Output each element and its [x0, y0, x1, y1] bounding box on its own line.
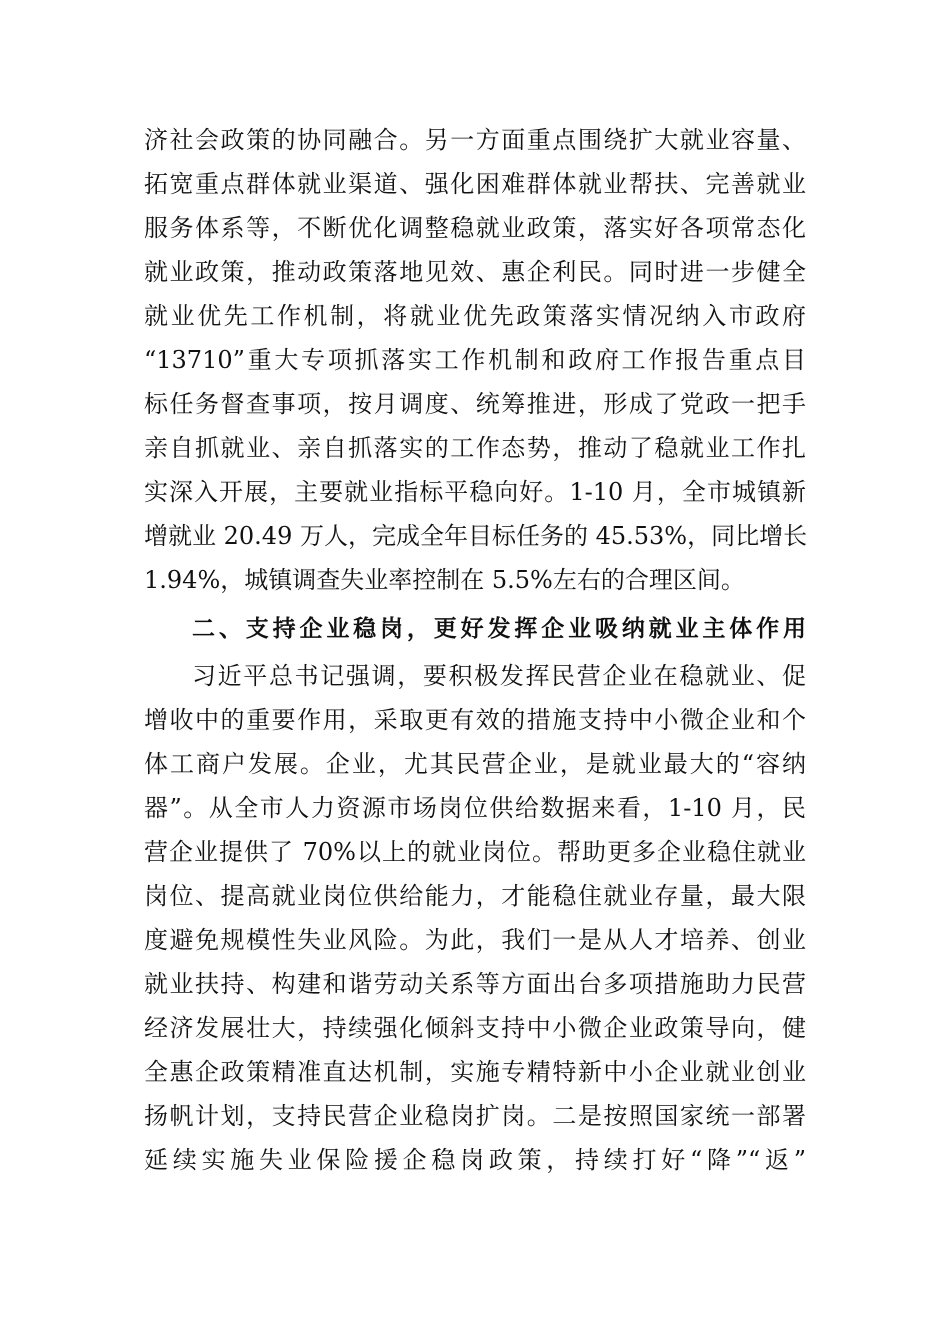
paragraph-line: 度避免规模性失业风险。为此，我们一是从人才培养、创业: [144, 926, 806, 954]
paragraph-line: 就业优先工作机制，将就业优先政策落实情况纳入市政府: [144, 302, 806, 330]
paragraph-line: 就业政策，推动政策落地见效、惠企利民。同时进一步健全: [144, 258, 806, 286]
paragraph-line: 拓宽重点群体就业渠道、强化困难群体就业帮扶、完善就业: [144, 170, 806, 198]
paragraph-line: 经济发展壮大，持续强化倾斜支持中小微企业政策导向，健: [144, 1014, 806, 1042]
paragraph-line: 体工商户发展。企业，尤其民营企业，是就业最大的“容纳: [144, 750, 806, 778]
section-heading: 二、支持企业稳岗，更好发挥企业吸纳就业主体作用: [192, 616, 806, 642]
paragraph-line: “13710”重大专项抓落实工作机制和政府工作报告重点目: [144, 346, 806, 374]
paragraph-line: 济社会政策的协同融合。另一方面重点围绕扩大就业容量、: [144, 126, 806, 154]
paragraph-line: 亲自抓就业、亲自抓落实的工作态势，推动了稳就业工作扎: [144, 434, 806, 462]
paragraph-line: 营企业提供了 70%以上的就业岗位。帮助更多企业稳住就业: [144, 838, 806, 866]
paragraph-line: 增就业 20.49 万人，完成全年目标任务的 45.53%，同比增长: [144, 522, 808, 550]
paragraph-line: 岗位、提高就业岗位供给能力，才能稳住就业存量，最大限: [144, 882, 806, 910]
paragraph-line: 增收中的重要作用，采取更有效的措施支持中小微企业和个: [144, 706, 806, 734]
paragraph-line: 习近平总书记强调，要积极发挥民营企业在稳就业、促: [192, 662, 806, 690]
paragraph-line: 标任务督查事项，按月调度、统筹推进，形成了党政一把手: [144, 390, 806, 418]
paragraph-line: 扬帆计划，支持民营企业稳岗扩岗。二是按照国家统一部署: [144, 1102, 806, 1130]
paragraph-line: 服务体系等，不断优化调整稳就业政策，落实好各项常态化: [144, 214, 806, 242]
paragraph-line: 延续实施失业保险援企稳岗政策，持续打好“降”“返”: [144, 1146, 806, 1174]
paragraph-line: 实深入开展，主要就业指标平稳向好。1-10 月，全市城镇新: [144, 478, 806, 506]
paragraph-line: 器”。从全市人力资源市场岗位供给数据来看，1-10 月，民: [144, 794, 806, 822]
paragraph-line: 就业扶持、构建和谐劳动关系等方面出台多项措施助力民营: [144, 970, 806, 998]
paragraph-line: 全惠企政策精准直达机制，实施专精特新中小企业就业创业: [144, 1058, 806, 1086]
paragraph-line: 1.94%，城镇调查失业率控制在 5.5%左右的合理区间。: [144, 566, 745, 594]
